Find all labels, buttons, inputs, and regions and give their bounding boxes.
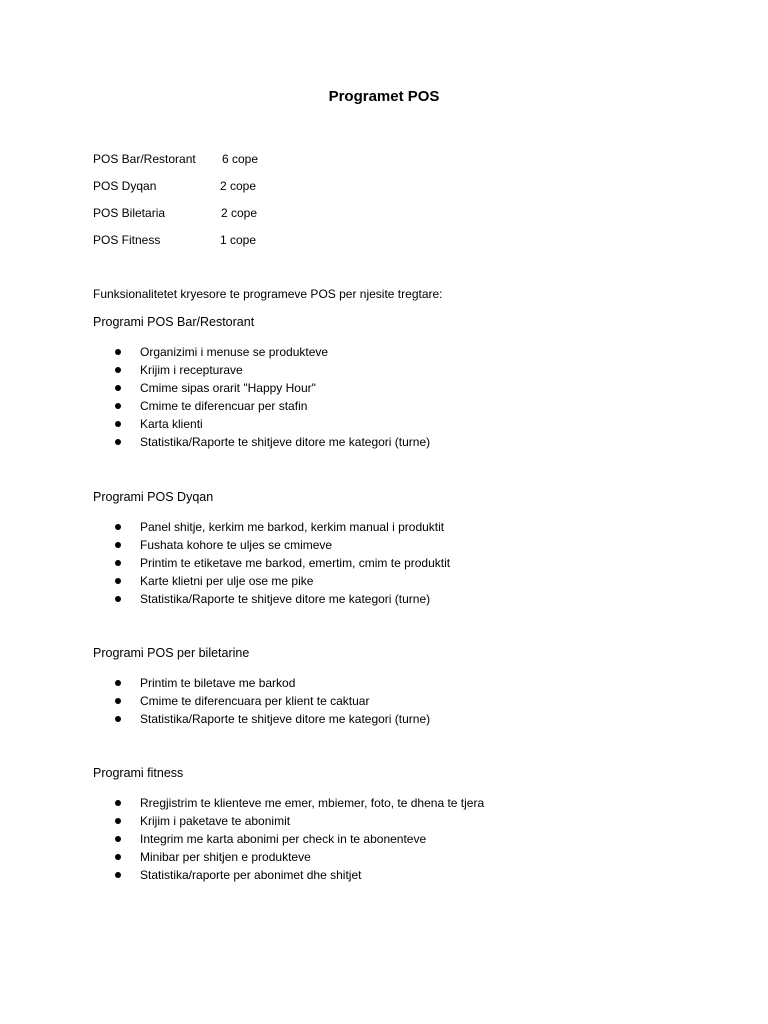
bullet-icon xyxy=(115,716,121,722)
bullet-icon xyxy=(115,349,121,355)
bullet-icon xyxy=(115,385,121,391)
list-item xyxy=(115,379,430,397)
section-list-biletarine xyxy=(115,674,430,728)
list-item-text: Cmime sipas orarit "Happy Hour" xyxy=(140,381,316,395)
list-item xyxy=(115,848,484,866)
list-item xyxy=(115,415,430,433)
inventory-qty: 6 cope xyxy=(222,152,259,166)
list-item xyxy=(115,518,450,536)
list-item xyxy=(115,433,430,451)
section-title-bar-restorant: Programi POS Bar/Restorant xyxy=(93,315,255,329)
bullet-icon xyxy=(115,403,121,409)
list-item-text: Minibar per shitjen e produkteve xyxy=(140,850,311,864)
inventory-qty: 2 cope xyxy=(221,206,258,220)
bullet-icon xyxy=(115,836,121,842)
list-item-text: Organizimi i menuse se produkteve xyxy=(140,345,329,359)
list-item-text: Krijim i paketave te abonimit xyxy=(140,814,291,828)
list-item xyxy=(115,812,484,830)
section-list-dyqan xyxy=(115,518,450,608)
section-title-biletarine: Programi POS per biletarine xyxy=(93,646,250,660)
list-item xyxy=(115,361,430,379)
section-list-bar-restorant xyxy=(115,343,430,451)
bullet-icon xyxy=(115,421,121,427)
bullet-icon xyxy=(115,542,121,548)
bullet-icon xyxy=(115,680,121,686)
list-item xyxy=(115,674,430,692)
list-item-text: Cmime te diferencuara per klient te caktuar xyxy=(140,694,370,708)
list-item xyxy=(115,692,430,710)
list-item-text: Rregjistrim te klienteve me emer, mbiemer, foto, te dhena te tjera xyxy=(140,796,485,810)
inventory-qty: 1 cope xyxy=(220,233,257,247)
intro-text: Funksionalitetet kryesore te programeve POS per njesite tregtare: xyxy=(93,287,443,301)
list-item-text: Karte klietni per ulje ose me pike xyxy=(140,574,314,588)
list-item-text: Krijim i recepturave xyxy=(140,363,243,377)
bullet-icon xyxy=(115,800,121,806)
list-item-text: Printim te biletave me barkod xyxy=(140,676,296,690)
inventory-qty: 2 cope xyxy=(220,179,257,193)
list-item xyxy=(115,830,484,848)
section-title-dyqan: Programi POS Dyqan xyxy=(93,490,214,504)
list-item-text: Fushata kohore te uljes se cmimeve xyxy=(140,538,333,552)
list-item-text: Printim te etiketave me barkod, emertim, cmim te produktit xyxy=(140,556,451,570)
list-item xyxy=(115,590,450,608)
inventory-name: POS Dyqan xyxy=(93,179,157,193)
list-item-text: Integrim me karta abonimi per check in te abonenteve xyxy=(140,832,427,846)
bullet-icon xyxy=(115,367,121,373)
section-title-fitness: Programi fitness xyxy=(93,766,184,780)
list-item xyxy=(115,572,450,590)
bullet-icon xyxy=(115,596,121,602)
list-item-text: Statistika/Raporte te shitjeve ditore me kategori (turne) xyxy=(140,592,431,606)
bullet-icon xyxy=(115,872,121,878)
list-item xyxy=(115,397,430,415)
list-item-text: Panel shitje, kerkim me barkod, kerkim manual i produktit xyxy=(140,520,445,534)
list-item xyxy=(115,343,430,361)
list-item-text: Statistika/Raporte te shitjeve ditore me kategori (turne) xyxy=(140,712,431,726)
bullet-icon xyxy=(115,439,121,445)
bullet-icon xyxy=(115,524,121,530)
list-item xyxy=(115,794,484,812)
bullet-icon xyxy=(115,578,121,584)
page-title: Programet POS xyxy=(328,88,440,105)
bullet-icon xyxy=(115,854,121,860)
list-item-text: Cmime te diferencuar per stafin xyxy=(140,399,308,413)
inventory-name: POS Biletaria xyxy=(93,206,166,220)
inventory-name: POS Bar/Restorant xyxy=(93,152,196,166)
list-item-text: Statistika/Raporte te shitjeve ditore me kategori (turne) xyxy=(140,435,431,449)
bullet-icon xyxy=(115,818,121,824)
list-item xyxy=(115,554,450,572)
bullet-icon xyxy=(115,698,121,704)
bullet-icon xyxy=(115,560,121,566)
list-item xyxy=(115,536,450,554)
list-item xyxy=(115,866,484,884)
list-item xyxy=(115,710,430,728)
list-item-text: Statistika/raporte per abonimet dhe shitjet xyxy=(140,868,362,882)
list-item-text: Karta klienti xyxy=(140,417,203,431)
inventory-name: POS Fitness xyxy=(93,233,161,247)
section-list-fitness xyxy=(115,794,484,884)
